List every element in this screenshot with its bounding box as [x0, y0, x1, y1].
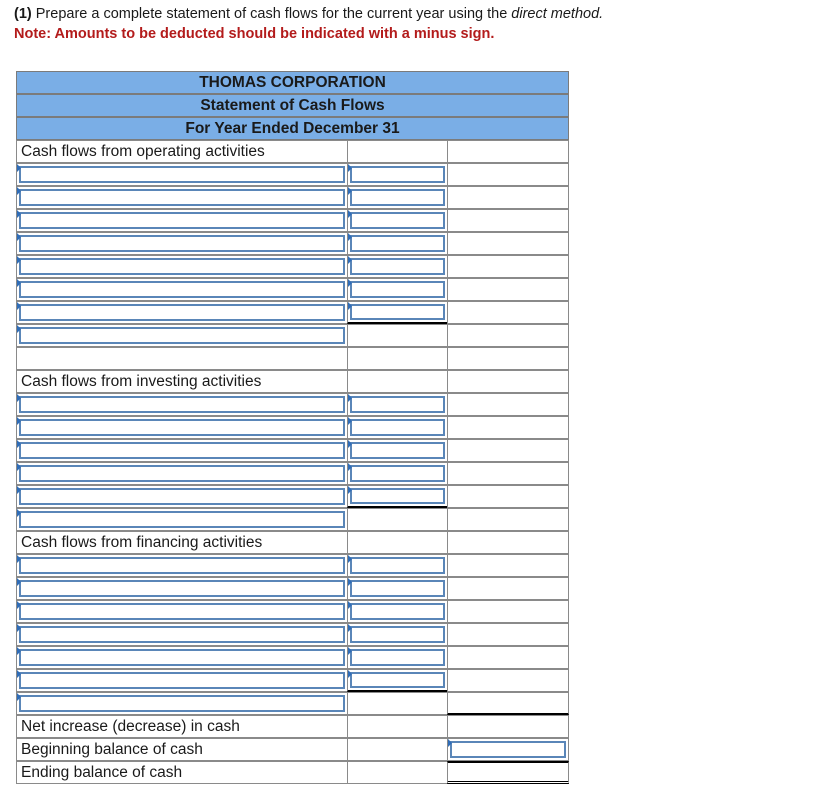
instructions-line [14, 5, 603, 24]
cell-marker-icon [348, 302, 352, 310]
investing-amount-input[interactable] [350, 396, 445, 413]
ending-balance-cell [447, 761, 569, 784]
cell-marker-icon [448, 739, 452, 747]
financing-row [16, 623, 569, 646]
investing-description-input[interactable] [19, 465, 345, 482]
investing-amount-input[interactable] [350, 488, 445, 504]
investing-amount-input[interactable] [350, 442, 445, 459]
cell-marker-icon [348, 647, 352, 655]
cell-marker-icon [17, 187, 21, 195]
cell-marker-icon [348, 187, 352, 195]
cell-marker-icon [17, 394, 21, 402]
cell-marker-icon [17, 463, 21, 471]
financing-row [16, 554, 569, 577]
cell-marker-icon [348, 578, 352, 586]
direct-method-text: direct method. [511, 6, 604, 22]
cell-marker-icon [348, 555, 352, 563]
cell-marker-icon [348, 233, 352, 241]
deduction-note: Note: Amounts to be deducted should be indicated with a minus sign. [14, 26, 495, 42]
cell-marker-icon [17, 578, 21, 586]
ending-balance-label: Ending balance of cash [16, 761, 348, 784]
cell-marker-icon [17, 486, 21, 494]
operating-row [16, 186, 569, 209]
investing-row [16, 439, 569, 462]
investing-total-label-input[interactable] [19, 511, 345, 528]
company-name: THOMAS CORPORATION [16, 71, 569, 94]
cell-marker-icon [17, 647, 21, 655]
cell-marker-icon [348, 486, 352, 494]
cell-marker-icon [348, 256, 352, 264]
investing-description-input[interactable] [19, 419, 345, 436]
investing-amount-input[interactable] [350, 419, 445, 436]
operating-row [16, 209, 569, 232]
operating-description-input[interactable] [19, 235, 345, 252]
cell-marker-icon [348, 210, 352, 218]
operating-total-row [16, 324, 569, 347]
operating-amount-input[interactable] [350, 235, 445, 252]
operating-row [16, 163, 569, 186]
cell-marker-icon [17, 440, 21, 448]
investing-row [16, 393, 569, 416]
investing-amount-input[interactable] [350, 465, 445, 482]
cell-marker-icon [348, 417, 352, 425]
operating-description-input[interactable] [19, 189, 345, 206]
investing-header-row [16, 370, 569, 393]
investing-row [16, 462, 569, 485]
cell-marker-icon [348, 164, 352, 172]
operating-header: Cash flows from operating activities [16, 140, 348, 163]
question-number: (1) [14, 6, 32, 22]
financing-description-input[interactable] [19, 603, 345, 620]
investing-row [16, 416, 569, 439]
cell-marker-icon [17, 210, 21, 218]
cell-marker-icon [17, 325, 21, 333]
cash-flow-worksheet [16, 71, 569, 786]
financing-description-input[interactable] [19, 649, 345, 666]
statement-title: Statement of Cash Flows [16, 94, 569, 117]
beginning-balance-label: Beginning balance of cash [16, 738, 348, 761]
beginning-balance-input[interactable] [450, 741, 566, 758]
financing-row [16, 577, 569, 600]
financing-description-input[interactable] [19, 580, 345, 597]
financing-total-row [16, 692, 569, 715]
investing-total-row [16, 508, 569, 531]
cell-marker-icon [17, 256, 21, 264]
investing-description-input[interactable] [19, 442, 345, 459]
cell-marker-icon [17, 302, 21, 310]
operating-row [16, 278, 569, 301]
operating-description-input[interactable] [19, 304, 345, 321]
financing-amount-input[interactable] [350, 557, 445, 574]
operating-description-input[interactable] [19, 212, 345, 229]
investing-row [16, 485, 569, 508]
instruction-text: Prepare a complete statement of cash flows for the current year using the [31, 6, 512, 22]
operating-amount-input[interactable] [350, 281, 445, 298]
cell-marker-icon [17, 279, 21, 287]
cell-marker-icon [17, 693, 21, 701]
financing-amount-input[interactable] [350, 672, 445, 688]
financing-description-input[interactable] [19, 557, 345, 574]
operating-row [16, 301, 569, 324]
beginning-balance-row [16, 738, 569, 761]
cell-marker-icon [348, 670, 352, 678]
cell-marker-icon [17, 164, 21, 172]
cell-marker-icon [348, 463, 352, 471]
cell-marker-icon [17, 417, 21, 425]
operating-description-input[interactable] [19, 258, 345, 275]
cell-marker-icon [348, 601, 352, 609]
operating-amount-input[interactable] [350, 212, 445, 229]
operating-amount-input[interactable] [350, 304, 445, 320]
operating-total-label-input[interactable] [19, 327, 345, 344]
financing-row [16, 600, 569, 623]
cell-marker-icon [17, 670, 21, 678]
statement-period: For Year Ended December 31 [16, 117, 569, 140]
operating-amount-input[interactable] [350, 166, 445, 183]
financing-amount-input[interactable] [350, 580, 445, 597]
cell-marker-icon [17, 509, 21, 517]
financing-description-input[interactable] [19, 626, 345, 643]
financing-amount-input[interactable] [350, 626, 445, 643]
blank-row [16, 347, 569, 370]
investing-description-input[interactable] [19, 396, 345, 413]
operating-row [16, 255, 569, 278]
operating-amount-input[interactable] [350, 189, 445, 206]
operating-header-row [16, 140, 569, 163]
cell-marker-icon [17, 601, 21, 609]
operating-amount-input[interactable] [350, 258, 445, 275]
cell-marker-icon [348, 624, 352, 632]
cell-marker-icon [348, 279, 352, 287]
cell-marker-icon [17, 233, 21, 241]
cell-marker-icon [17, 555, 21, 563]
financing-amount-input[interactable] [350, 603, 445, 620]
financing-amount-input[interactable] [350, 649, 445, 666]
operating-row [16, 232, 569, 255]
financing-row [16, 669, 569, 692]
cell-marker-icon [348, 440, 352, 448]
operating-description-input[interactable] [19, 166, 345, 183]
financing-header: Cash flows from financing activities [16, 531, 348, 554]
financing-description-input[interactable] [19, 672, 345, 689]
financing-row [16, 646, 569, 669]
investing-description-input[interactable] [19, 488, 345, 505]
financing-total-label-input[interactable] [19, 695, 345, 712]
net-change-label: Net increase (decrease) in cash [16, 715, 348, 738]
financing-header-row [16, 531, 569, 554]
investing-header: Cash flows from investing activities [16, 370, 348, 393]
net-change-row [16, 715, 569, 738]
cell-marker-icon [348, 394, 352, 402]
ending-balance-row [16, 761, 569, 784]
operating-description-input[interactable] [19, 281, 345, 298]
cell-marker-icon [17, 624, 21, 632]
